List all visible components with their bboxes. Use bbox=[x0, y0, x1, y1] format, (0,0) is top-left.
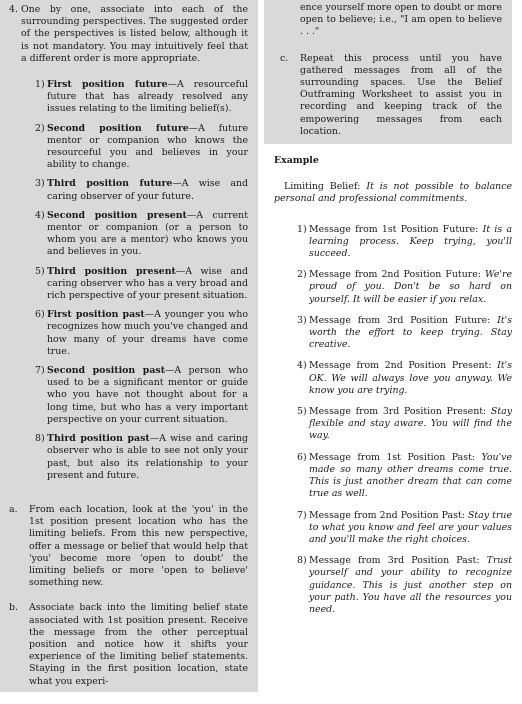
continued-box bbox=[264, 0, 512, 144]
position-label: Third position past bbox=[47, 433, 150, 445]
item-number: 3) bbox=[297, 314, 307, 326]
position-label: Third position present bbox=[47, 265, 176, 277]
item-number: 3) bbox=[35, 178, 45, 190]
substep-letter: a. bbox=[9, 503, 18, 515]
message-text: Stay flexible and stay aware. You will find the way. bbox=[309, 406, 512, 442]
message-item bbox=[297, 406, 512, 443]
substep-a bbox=[9, 504, 248, 589]
message-text: We're proud of you. Don't be so hard on yourself. It will be easier if you relax. bbox=[309, 269, 512, 305]
message-label: Message from 2nd Position Present: bbox=[309, 360, 492, 372]
message-item bbox=[297, 452, 512, 501]
positions-list bbox=[9, 79, 248, 482]
position-label: Second position future bbox=[47, 122, 189, 134]
item-number: 7) bbox=[297, 509, 307, 521]
left-column bbox=[0, 0, 258, 692]
position-item bbox=[35, 365, 248, 426]
message-item bbox=[297, 360, 512, 397]
item-number: 6) bbox=[35, 309, 45, 321]
item-number: 4) bbox=[35, 209, 45, 221]
step-text: One by one, associate into each of the surrounding perspectives. The suggested order of the perspectives is listed below, although it is not mandatory. You may intuitively feel that a different order is more appropriate. bbox=[21, 4, 248, 64]
position-item bbox=[35, 433, 248, 482]
item-number: 5) bbox=[35, 265, 45, 277]
message-label: Message from 3rd Position Past: bbox=[309, 555, 480, 567]
limiting-text: It is not possible to balance personal and professional commitments. bbox=[274, 181, 513, 205]
message-item bbox=[297, 315, 512, 352]
position-text: —A wise and caring observer who has a very broad and rich perspective of your present situation. bbox=[47, 265, 248, 302]
substep-c bbox=[280, 53, 502, 138]
position-text: —A current mentor or companion (or a person to whom you are a mentor) who knows you and believes in you. bbox=[47, 209, 248, 258]
message-text: You've made so many other dreams come true. This is just another dream that can come true as well. bbox=[309, 451, 512, 500]
message-item bbox=[297, 510, 512, 547]
position-item bbox=[35, 178, 248, 202]
position-label: Third position future bbox=[47, 178, 173, 190]
position-item bbox=[35, 123, 248, 172]
limiting-label: Limiting Belief: bbox=[284, 181, 361, 193]
position-item bbox=[35, 309, 248, 358]
message-label: Message from 1st Position Past: bbox=[309, 451, 475, 463]
step-number: 4. bbox=[9, 4, 18, 15]
message-item bbox=[297, 555, 512, 616]
item-number: 8) bbox=[35, 433, 45, 445]
message-label: Message from 1st Position Future: bbox=[309, 223, 479, 235]
item-number: 8) bbox=[297, 555, 307, 567]
position-text: —A wise and caring observer who is able to see not only your past, but also its relationship to your present and future. bbox=[47, 433, 248, 481]
message-label: Message from 3rd Position Future: bbox=[309, 314, 491, 326]
position-text: —A resourceful future that has already resolved any issues relating to the limiting belief(s). bbox=[47, 79, 248, 115]
item-number: 2) bbox=[297, 269, 307, 281]
message-text: It's OK. We will always love you anyway. We know you are trying. bbox=[309, 360, 512, 396]
item-number: 4) bbox=[297, 360, 307, 372]
substep-text: Associate back into the limiting belief state associated with 1st position present. Receive the message from the other perceptual position and notice how it shifts your experience of the limiting belief statements. Staying in the first position location, state what you experi- bbox=[29, 602, 248, 687]
message-text: It is a learning process. Keep trying, you'll succeed. bbox=[309, 223, 512, 260]
right-column bbox=[264, 0, 522, 704]
position-item bbox=[35, 210, 248, 259]
message-label: Message from 2nd Position Future: bbox=[309, 269, 481, 281]
position-text: —A person who used to be a significant mentor or guide who you have not thought about for a long time, but who has a very important perspective on your current situation. bbox=[47, 365, 248, 425]
item-number: 1) bbox=[35, 79, 45, 91]
step-4 bbox=[9, 4, 248, 65]
item-number: 2) bbox=[35, 122, 45, 134]
message-text: Trust yourself and your ability to recognize guidance. This is just another step on your path. You have all the resources you need. bbox=[309, 555, 512, 615]
item-number: 6) bbox=[297, 451, 307, 463]
substep-letter: b. bbox=[9, 602, 18, 614]
message-item bbox=[297, 269, 512, 306]
substep-letter: c. bbox=[280, 52, 289, 64]
item-number: 1) bbox=[297, 223, 307, 235]
item-number: 5) bbox=[297, 406, 307, 418]
message-text: It's worth the effort to keep trying. Stay creative. bbox=[309, 314, 512, 351]
example-heading: Example bbox=[274, 155, 319, 167]
position-text: —A younger you who recognizes how much you've changed and how many of your dreams have come true. bbox=[47, 309, 249, 357]
position-label: Second position present bbox=[47, 209, 187, 221]
position-item bbox=[35, 79, 248, 116]
messages-list bbox=[264, 224, 512, 616]
position-label: First position future bbox=[47, 79, 168, 91]
message-item bbox=[297, 224, 512, 261]
position-item bbox=[35, 266, 248, 303]
position-text: —A wise and caring observer of your future. bbox=[47, 178, 248, 202]
message-label: Message from 3rd Position Present: bbox=[309, 406, 487, 418]
substep-text: From each location, look at the 'you' in the 1st position present location who has the limiting beliefs. From this new perspective, offer a message or belief that would help that 'you' become more 'open to doubt' the limiting beliefs or more 'open to believe' something new. bbox=[29, 503, 248, 589]
item-number: 7) bbox=[35, 365, 45, 377]
message-text: Stay true to what you know and feel are your values and you'll make the right choices. bbox=[309, 509, 513, 545]
limiting-belief bbox=[274, 181, 512, 205]
substep-b bbox=[9, 602, 248, 687]
message-label: Message from 2nd Position Past: bbox=[309, 509, 465, 521]
position-label: First position past bbox=[47, 309, 145, 321]
continuation-text: ence yourself more open to doubt or more open to believe; i.e., "I am open to believe . . ." bbox=[300, 2, 502, 38]
position-label: Second position past bbox=[47, 365, 166, 377]
substep-text: Repeat this process until you have gathered messages from all of the surrounding spaces. Use the Belief Outframing Worksheet to assist you in recording and keeping track of the empowering messages from each location. bbox=[300, 52, 502, 137]
position-text: —A future mentor or companion who knows the resourceful you and believes in your ability to change. bbox=[47, 122, 248, 171]
